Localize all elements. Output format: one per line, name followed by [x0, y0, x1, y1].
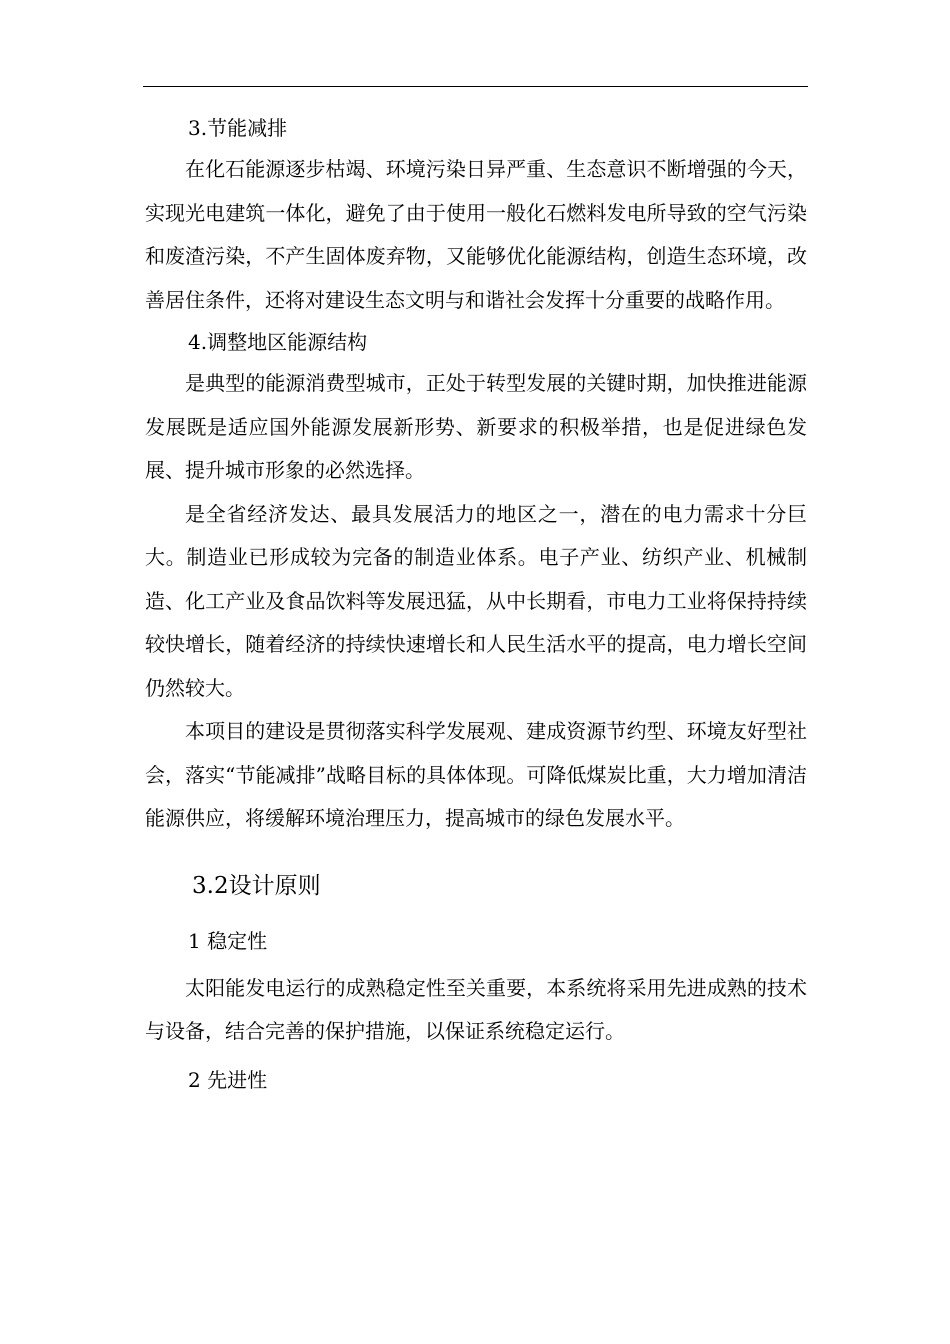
- section-title-design-principles: 3.2设计原则: [192, 872, 321, 899]
- header-rule: [143, 86, 808, 87]
- paragraph-stability: 太阳能发电运行的成熟稳定性至关重要，本系统将采用先进成熟的技术与设备，结合完善的保护措施，以保证系统稳定运行。: [145, 975, 807, 1043]
- subheading-stability: 1 稳定性: [188, 928, 268, 953]
- paragraph-project-significance: 本项目的建设是贯彻落实科学发展观、建成资源节约型、环境友好型社会，落实“节能减排”战略目标的具体体现。可降低煤炭比重，大力增加清洁能源供应，将缓解环境治理压力，提高城市的绿色发展水平。: [145, 719, 807, 830]
- paragraph-energy-saving: 在化石能源逐步枯竭、环境污染日异严重、生态意识不断增强的今天，实现光电建筑一体化，避免了由于使用一般化石燃料发电所导致的空气污染和废渣污染，不产生固体废弃物，又能够优化能源结构，创造生态环境，改善居住条件，还将对建设生态文明与和谐社会发挥十分重要的战略作用。: [145, 157, 807, 312]
- paragraph-power-demand: 是全省经济发达、最具发展活力的地区之一，潜在的电力需求十分巨大。制造业已形成较为完备的制造业体系。电子产业、纺织产业、机械制造、化工产业及食品饮料等发展迅猛，从中长期看，市电力工业将保持持续较快增长，随着经济的持续快速增长和人民生活水平的提高，电力增长空间仍然较大。: [145, 501, 807, 700]
- subheading-advancement: 2 先进性: [188, 1067, 268, 1092]
- heading-energy-saving: 3.节能减排: [188, 116, 288, 140]
- paragraph-energy-consumption-city: 是典型的能源消费型城市，正处于转型发展的关键时期，加快推进能源发展既是适应国外能源发展新形势、新要求的积极举措，也是促进绿色发展、提升城市形象的必然选择。: [145, 371, 807, 482]
- heading-energy-structure: 4.调整地区能源结构: [188, 330, 368, 354]
- page-content: [145, 108, 807, 1100]
